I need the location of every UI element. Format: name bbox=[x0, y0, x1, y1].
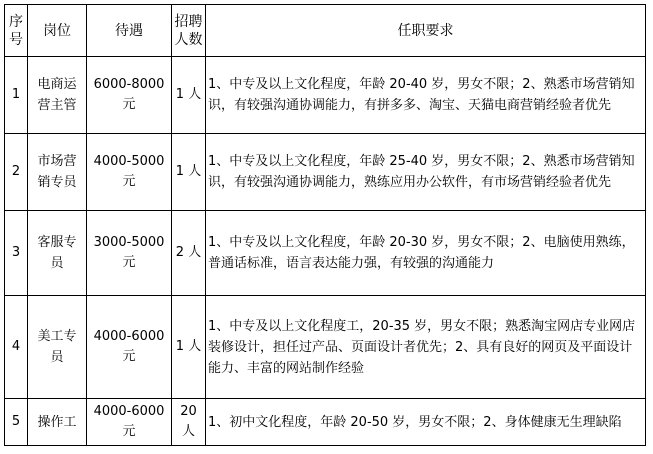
header-requirements: 任职要求 bbox=[206, 5, 646, 57]
cell-position: 美工专 员 bbox=[28, 296, 87, 399]
cell-pay: 6000-8000 元 bbox=[87, 57, 172, 134]
cell-no: 1 bbox=[5, 57, 28, 134]
cell-position: 电商运 营主管 bbox=[28, 57, 87, 134]
cell-headcount: 20 人 bbox=[172, 399, 206, 446]
table-row bbox=[5, 57, 646, 134]
cell-requirements: 1、中专及以上文化程度，年龄 20-30 岁，男女不限；2、电脑使用熟练，普通话标准，语言表达能力强，有较强的沟通能力 bbox=[206, 211, 646, 296]
cell-position: 市场营 销专员 bbox=[28, 134, 87, 211]
cell-pay: 4000-6000 元 bbox=[87, 399, 172, 446]
cell-no: 4 bbox=[5, 296, 28, 399]
cell-pay: 3000-5000 元 bbox=[87, 211, 172, 296]
cell-requirements: 1、中专及以上文化程度，年龄 25-40 岁，男女不限；2、熟悉市场营销知识，有较强沟通协调能力，熟练应用办公软件，有市场营销经验者优先 bbox=[206, 134, 646, 211]
cell-requirements: 1、初中文化程度，年龄 20-50 岁，男女不限；2、身体健康无生理缺陷 bbox=[206, 399, 646, 446]
header-headcount: 招聘 人数 bbox=[172, 5, 206, 57]
table-row bbox=[5, 134, 646, 211]
header-position: 岗位 bbox=[28, 5, 87, 57]
cell-headcount: 1 人 bbox=[172, 134, 206, 211]
recruitment-table-container bbox=[4, 4, 646, 446]
table-row bbox=[5, 296, 646, 399]
cell-pay: 4000-5000 元 bbox=[87, 134, 172, 211]
cell-no: 5 bbox=[5, 399, 28, 446]
cell-no: 2 bbox=[5, 134, 28, 211]
cell-requirements: 1、中专及以上文化程度工，20-35 岁，男女不限；熟悉淘宝网店专业网店装修设计，担任过产品、页面设计者优先；2、具有良好的网页及平面设计能力、丰富的网站制作经验 bbox=[206, 296, 646, 399]
cell-position: 操作工 bbox=[28, 399, 87, 446]
table-row bbox=[5, 211, 646, 296]
header-no: 序 号 bbox=[5, 5, 28, 57]
cell-headcount: 2 人 bbox=[172, 211, 206, 296]
header-pay: 待遇 bbox=[87, 5, 172, 57]
cell-pay: 4000-6000 元 bbox=[87, 296, 172, 399]
cell-headcount: 1 人 bbox=[172, 296, 206, 399]
cell-requirements: 1、中专及以上文化程度，年龄 20-40 岁，男女不限；2、熟悉市场营销知识，有较强沟通协调能力，有拼多多、淘宝、天猫电商营销经验者优先 bbox=[206, 57, 646, 134]
cell-no: 3 bbox=[5, 211, 28, 296]
table-row bbox=[5, 399, 646, 446]
recruitment-table bbox=[4, 4, 646, 446]
table-header-row bbox=[5, 5, 646, 57]
cell-position: 客服专 员 bbox=[28, 211, 87, 296]
cell-headcount: 1 人 bbox=[172, 57, 206, 134]
